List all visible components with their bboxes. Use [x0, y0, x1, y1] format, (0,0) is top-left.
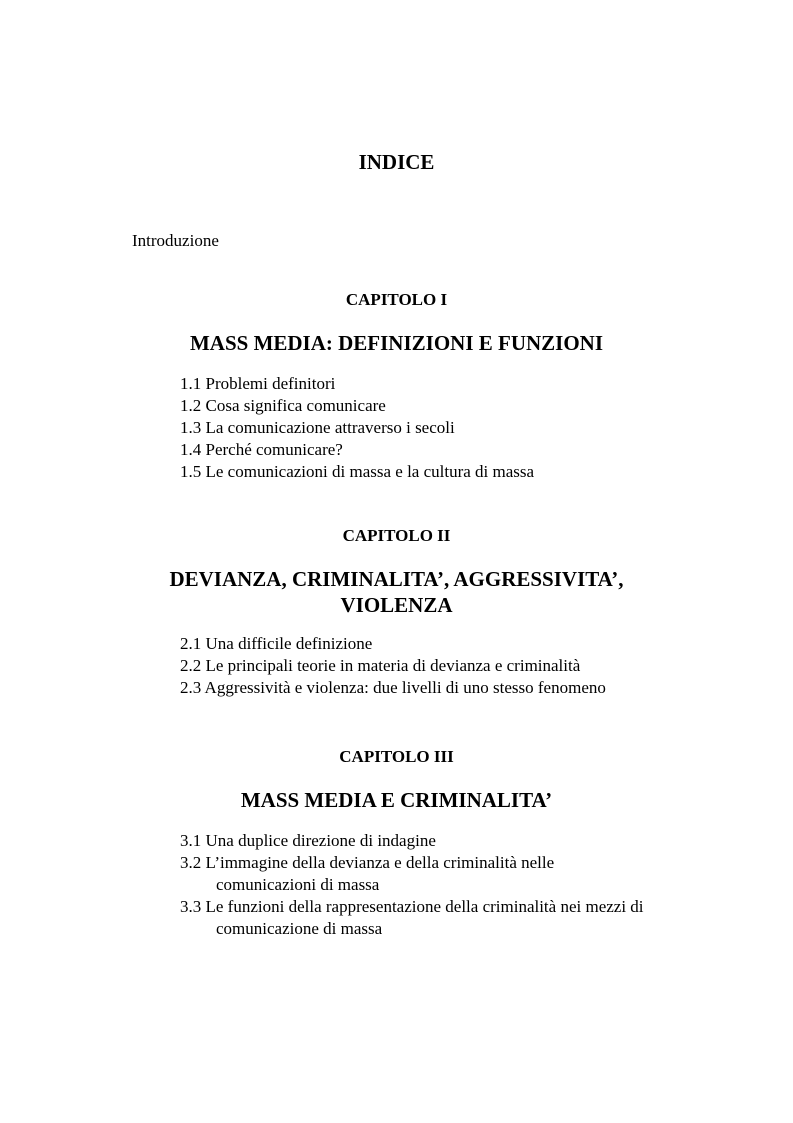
- section-2-3: 2.3 Aggressività e violenza: due livelli di uno stesso fenomeno: [180, 678, 606, 697]
- section-3-3-line-2: comunicazione di massa: [216, 919, 383, 938]
- section-3-2-line-1: 3.2 L’immagine della devianza e della criminalità nelle: [180, 853, 555, 872]
- chapter-1-sections: [0, 373, 793, 483]
- chapter-2: [0, 526, 793, 699]
- intro-entry: Introduzione: [132, 231, 219, 250]
- section-3-2: [0, 852, 793, 896]
- section-1-4: 1.4 Perché comunicare?: [180, 440, 343, 459]
- chapter-2-sections: [0, 633, 793, 699]
- section-1-1: 1.1 Problemi definitori: [180, 374, 336, 393]
- chapter-2-label: CAPITOLO II: [342, 526, 451, 545]
- section-1-5: 1.5 Le comunicazioni di massa e la cultura di massa: [180, 462, 535, 481]
- chapter-2-title-line-1: DEVIANZA, CRIMINALITA’, AGGRESSIVITA’,: [169, 567, 624, 591]
- chapter-3-title: MASS MEDIA E CRIMINALITA’: [240, 788, 553, 812]
- chapter-1-title: MASS MEDIA: DEFINIZIONI E FUNZIONI: [189, 331, 604, 355]
- chapter-1-label: CAPITOLO I: [345, 290, 448, 309]
- chapter-3-label: CAPITOLO III: [339, 747, 454, 766]
- section-2-1: 2.1 Una difficile definizione: [180, 634, 373, 653]
- section-1-3: 1.3 La comunicazione attraverso i secoli: [180, 418, 455, 437]
- section-3-3-line-1: 3.3 Le funzioni della rappresentazione della criminalità nei mezzi di: [180, 897, 644, 916]
- chapter-3: [0, 747, 793, 940]
- page-title: INDICE: [358, 150, 435, 174]
- section-3-1: 3.1 Una duplice direzione di indagine: [180, 831, 436, 850]
- section-3-3: [0, 896, 793, 940]
- section-2-2: 2.2 Le principali teorie in materia di devianza e criminalità: [180, 656, 581, 675]
- chapter-3-sections: [0, 830, 793, 940]
- chapter-1: [0, 290, 793, 483]
- section-1-2: 1.2 Cosa significa comunicare: [180, 396, 386, 415]
- section-3-2-line-2: comunicazioni di massa: [216, 875, 380, 894]
- chapter-2-title-line-2: VIOLENZA: [340, 593, 453, 617]
